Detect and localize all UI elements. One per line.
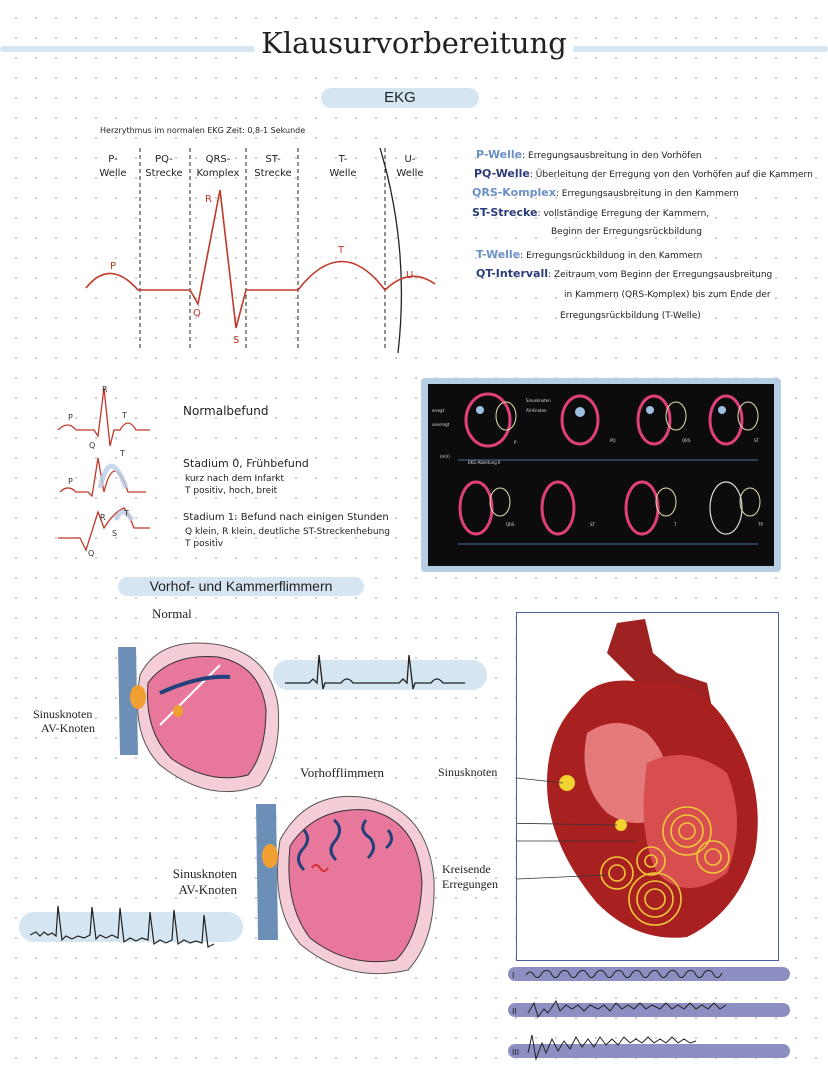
ekg-wave [86, 190, 435, 328]
mini-t2: T [120, 449, 125, 458]
col-t: T- Welle [329, 154, 357, 179]
blackboard-diagram [428, 384, 774, 566]
flimmern-heading: Vorhof- und Kammerflimmern [118, 577, 364, 596]
label-normal: Normal [152, 606, 192, 621]
mini-r3: R [100, 513, 106, 522]
bb-av: AV-Knoten [526, 408, 547, 413]
fibrillation-heart [238, 790, 438, 980]
bb-phase-5: QRS [506, 522, 515, 527]
bb-unerregt: unerregt [432, 422, 450, 427]
ekg-legend [472, 148, 821, 328]
legend-st: ST-Strecke: vollständige Erregung der Kammern, [472, 206, 710, 219]
label-q: Q [193, 308, 201, 319]
label-vorhofflimmern: Vorhofflimmern [300, 765, 385, 780]
strip-label-2: II [512, 1007, 517, 1016]
reentry-heart [517, 613, 776, 958]
label-t: T [338, 245, 345, 256]
legend-qrs: QRS-Komplex: Erregungsausbreitung in den Kammern [472, 186, 739, 199]
mini-q: Q [89, 441, 96, 450]
stage0-line2: T positiv, hoch, breit [185, 486, 278, 496]
stage1-line2: T positiv [185, 539, 224, 549]
bb-phase-2: PQ [610, 438, 616, 443]
col-qrs: QRS- Komplex [196, 154, 240, 179]
mini-t3: T [124, 509, 129, 518]
legend-qt: QT-Intervall: Zeitraum vom Beginn der Erregungsausbreitung [476, 267, 773, 280]
col-u: U- Welle [396, 154, 424, 179]
mini-t: T [122, 411, 127, 420]
strip-label-1: I [512, 971, 515, 980]
fib-sinus-label: Sinusknoten AV-Knoten [172, 866, 237, 897]
mini-q3: Q [88, 549, 95, 558]
bb-phase-1: P [514, 440, 517, 445]
bb-mv: (mV) [440, 454, 450, 459]
bb-phase-4: ST [754, 438, 759, 443]
label-s: S [233, 335, 240, 346]
col-pq: PQ- Strecke [145, 154, 183, 179]
bb-ableitung: EKG-Ableitung II [468, 460, 501, 465]
normal-sinus-label: Sinusknoten AV-Knoten [33, 707, 96, 735]
ekg-caption: Herzrythmus im normalen EKG Zeit: 0,8-1 Sekunde [100, 126, 306, 135]
stage1-line1: Q klein, R klein, deutliche ST-Streckenhebung [185, 527, 391, 537]
label-r: R [205, 194, 212, 205]
fibrillation-strips [508, 963, 792, 1063]
page-title: Klausurvorbereitung [0, 26, 828, 60]
legend-qt-3: Erregungsrückbildung (T-Welle) [560, 311, 701, 321]
ekg-diagram [80, 148, 450, 358]
qt-bracket-left [380, 148, 401, 353]
mini-s3: S [112, 529, 118, 538]
mini-p2: P [68, 477, 73, 486]
fib-ecg-trace [30, 895, 240, 950]
stage0-title: Stadium 0, Frühbefund [183, 457, 309, 470]
legend-p: P-Welle: Erregungsausbreitung in den Vorhöfen [476, 148, 702, 161]
stage0-line1: kurz nach dem Infarkt [185, 474, 285, 484]
col-p: P- Welle [99, 154, 127, 179]
bb-phase-8: TP [758, 522, 763, 527]
infarct-ecgs [54, 380, 164, 560]
bb-phase-3: QRS [682, 438, 691, 443]
mini-r: R [102, 385, 108, 394]
stage1-title: Stadium 1: Befund nach einigen Stunden [183, 512, 389, 523]
mini-p: P [68, 413, 73, 422]
legend-st-2: Beginn der Erregungsrückbildung [551, 227, 702, 237]
legend-t: T-Welle: Erregungsrückbildung in den Kammern [476, 248, 703, 261]
label-p: P [110, 261, 117, 272]
bb-sinus: Sinusknoten [526, 398, 551, 403]
normal-heart [100, 635, 285, 795]
bb-phase-6: ST [590, 522, 595, 527]
normal-ecg-trace [285, 645, 485, 700]
normalbefund: Normalbefund [183, 404, 269, 418]
reentry-label: Kreisende Erregungen [442, 862, 498, 891]
bb-phase-7: T [674, 522, 677, 527]
bb-erregt: erregt [432, 408, 445, 413]
col-st: ST- Strecke [254, 154, 292, 179]
ekg-heading: EKG [321, 88, 479, 108]
legend-qt-2: in Kammern (QRS-Komplex) bis zum Ende der [564, 290, 771, 300]
label-u: U [406, 270, 414, 281]
strip-label-3: III [512, 1048, 520, 1057]
reentry-sinus-label: Sinusknoten [438, 765, 498, 779]
legend-pq: PQ-Welle: Überleitung der Erregung von den Vorhöfen auf die Kammern [474, 167, 813, 180]
